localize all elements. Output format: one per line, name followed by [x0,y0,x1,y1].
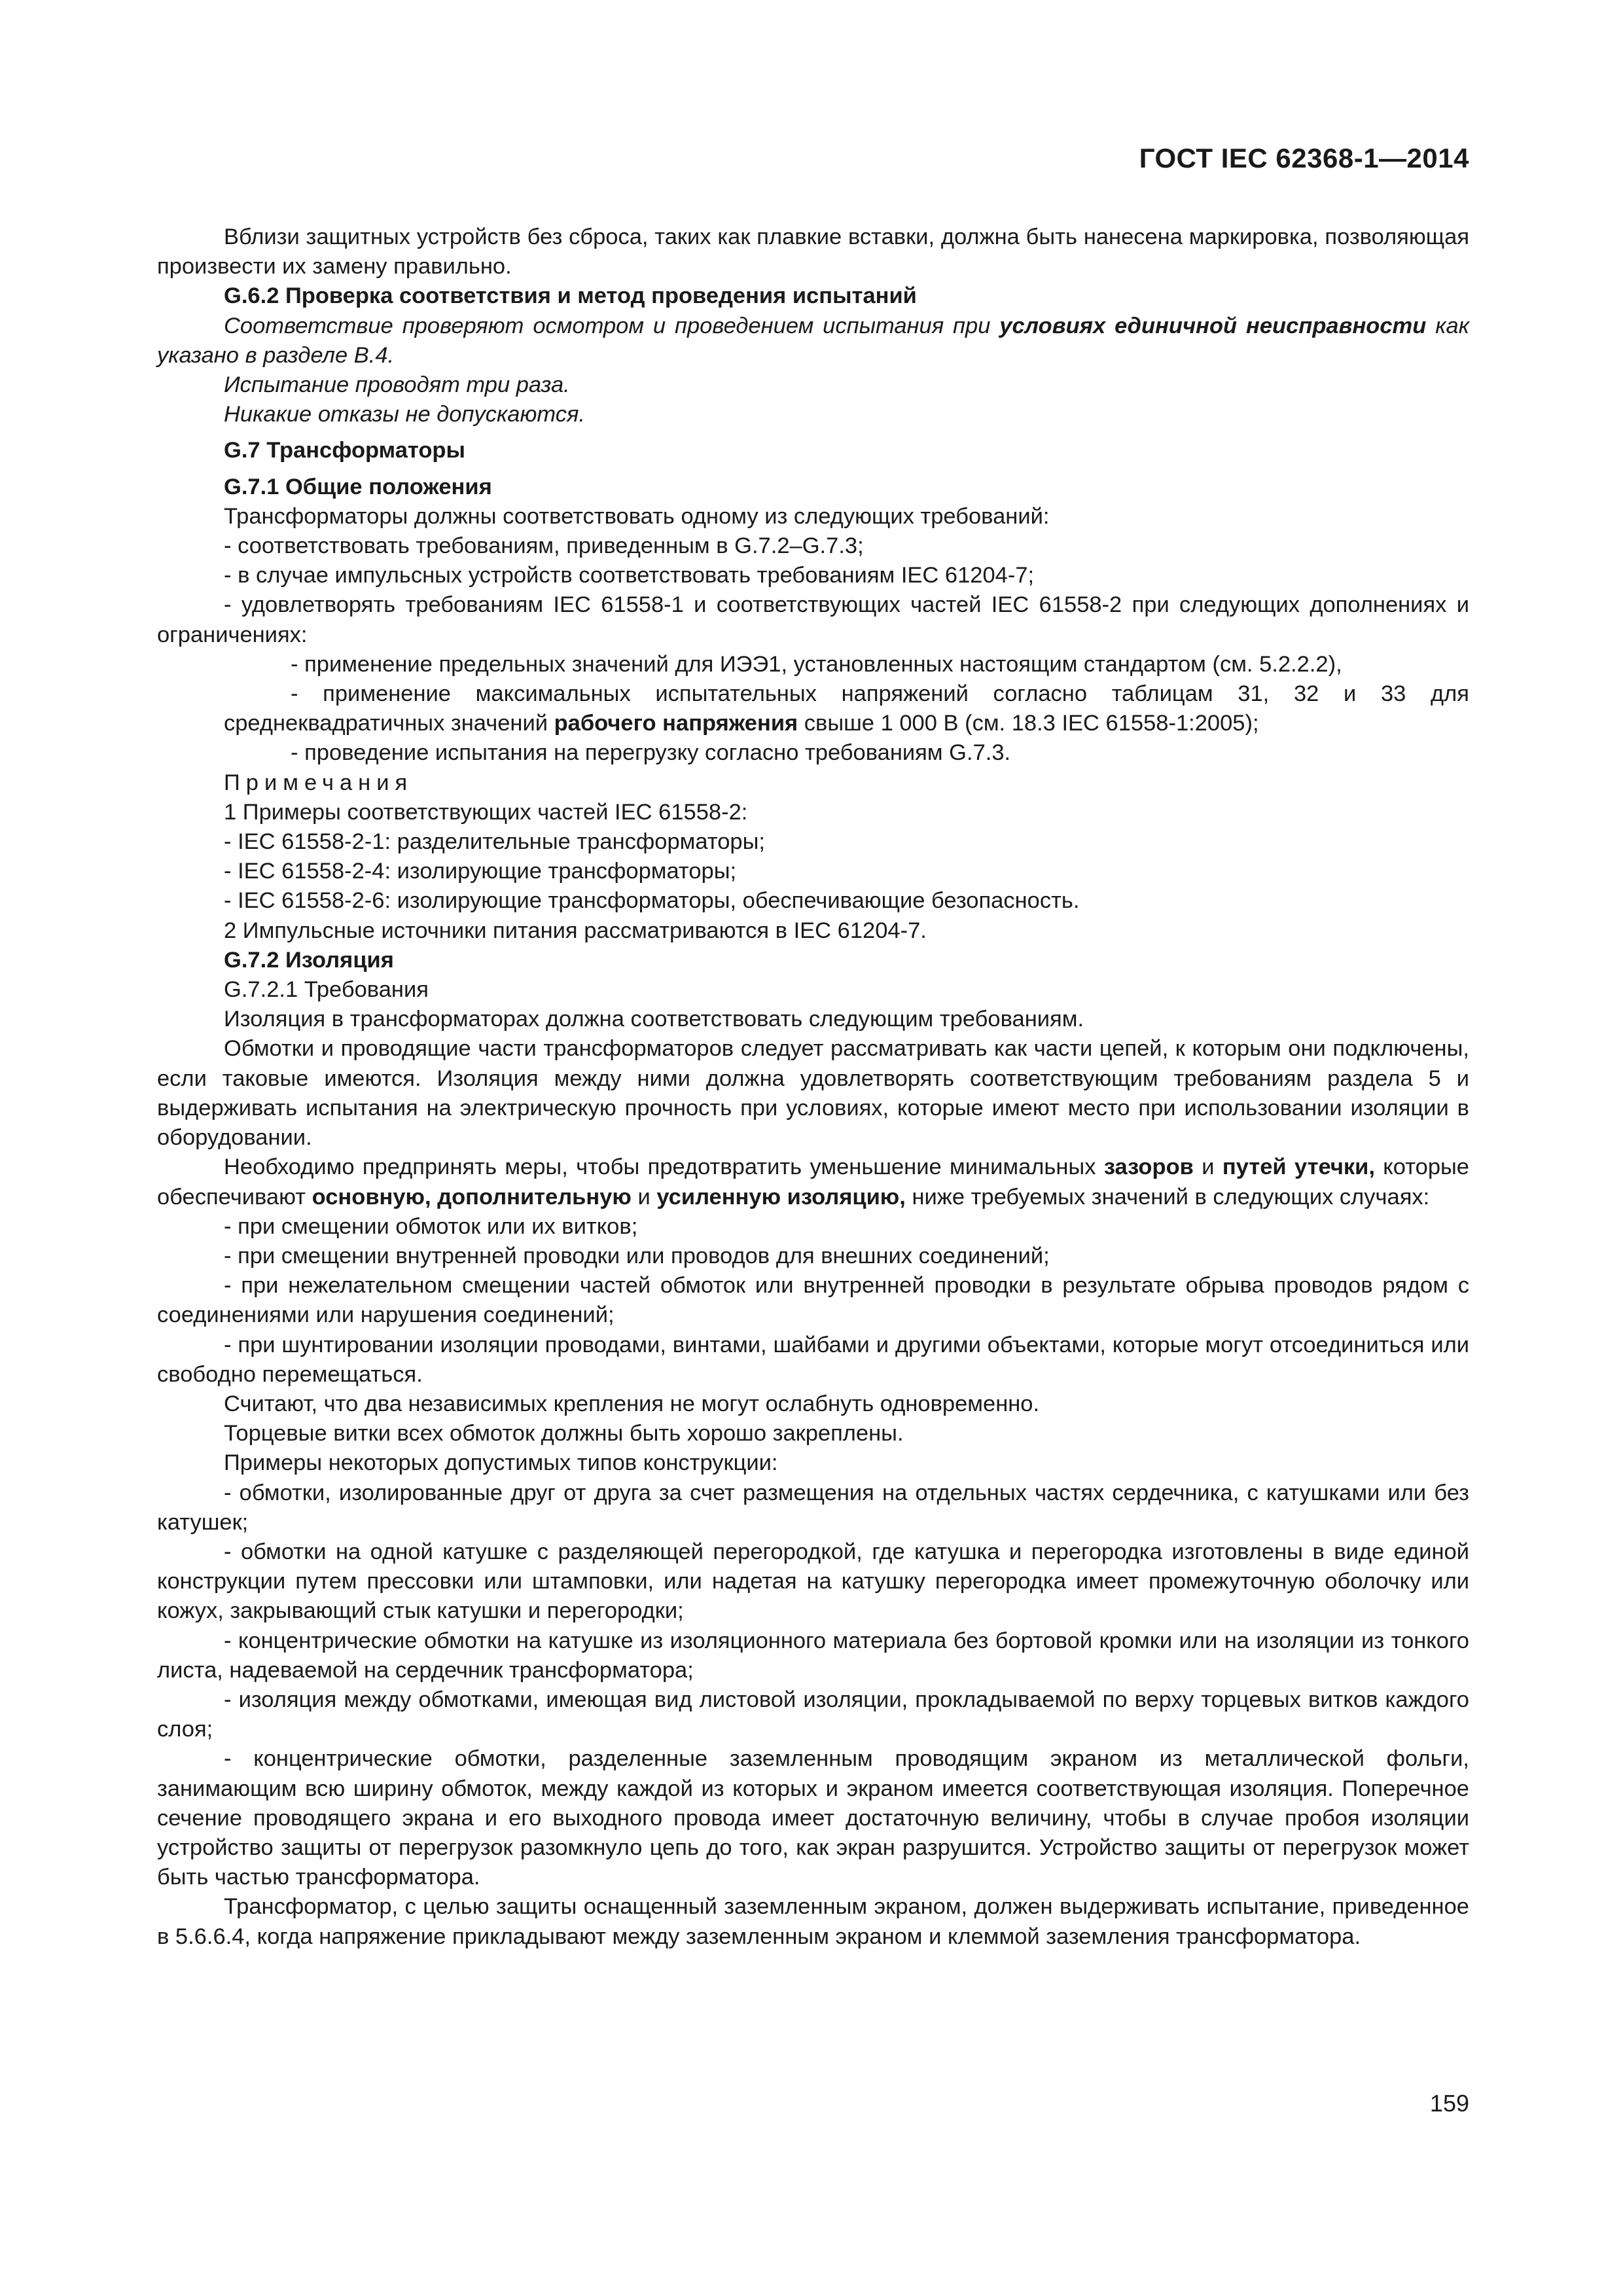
term: рабочего напряжения [554,711,798,736]
paragraph: Обмотки и проводящие части трансформаторов следует рассматривать как части цепей, к которым они подключены, если таковые имеются. Изоляция между ними должна удовлетворять соответствующим требованиям раздела 5 и выдерживать испытания на электрическую прочность при условиях, которые имеют место при использовании изоляции в оборудовании. [157,1036,1469,1151]
page-number: 159 [1429,2090,1469,2117]
paragraph: Никакие отказы не допускаются. [224,402,586,427]
list-item: - обмотки, изолированные друг от друга за счет размещения на отдельных частях сердечника, с катушками или без катушек; [157,1480,1469,1535]
paragraph: Вблизи защитных устройств без сброса, таких как плавкие вставки, должна быть нанесена маркировка, позволяющая произвести их замену правильно. [157,224,1469,279]
term: условиях единичной неисправности [999,313,1427,338]
sub-list-item: - проведение испытания на перегрузку согласно требованиям G.7.3. [291,740,1011,766]
paragraph: Трансформаторы должны соответствовать одному из следующих требований: [224,503,1050,529]
list-item: - концентрические обмотки, разделенные заземленным проводящим экраном из металлической фольги, занимающим всю ширину обмоток, между каждой из которых и экраном имеется соответствующая изоляция. Поперечное сечение проводящего экрана и его выходного провода имеет достаточную величину, чтобы в случае пробоя изоляции устройство защиты от перегрузок разомкнуло цепь до того, как экран разрушится. Устройство защиты от перегрузок может быть частью трансформатора. [157,1746,1469,1890]
note-item: - IEC 61558-2-6: изолирующие трансформаторы, обеспечивающие безопасность. [224,888,1080,914]
list-item: - при нежелательном смещении частей обмоток или внутренней проводки в результате обрыва проводов рядом с соединениями или нарушения соединений; [157,1273,1469,1328]
document-header: ГОСТ IEC 62368-1—2014 [1139,143,1469,173]
paragraph: Считают, что два независимых крепления не могут ослабнуть одновременно. [224,1391,1040,1416]
section-heading-g7-1: G.7.1 Общие положения [224,474,492,499]
paragraph: Испытание проводят три раза. [224,372,570,398]
document-body [157,223,1469,1952]
list-item: - удовлетворять требованиям IEC 61558-1 и соответствующих частей IEC 61558-2 при следующих дополнениях и ограничениях: [157,592,1469,647]
sub-list-item: - применение предельных значений для ИЭЭ1, установленных настоящим стандартом (см. 5.2.2.2), [291,651,1342,677]
notes-title: Примечания [224,770,414,795]
note-item: - IEC 61558-2-1: разделительные трансформаторы; [224,829,765,855]
list-item: - обмотки на одной катушке с разделяющей перегородкой, где катушка и перегородка изготовлены в виде единой конструкции путем прессовки или штамповки, или надетая на катушку перегородка имеет промежуточную оболочку или кожух, закрывающий стык катушки и перегородки; [157,1539,1469,1624]
section-heading-g7-2: G.7.2 Изоляция [224,947,394,973]
list-item: - при смещении внутренней проводки или проводов для внешних соединений; [224,1243,1050,1268]
note: 2 Импульсные источники питания рассматриваются в IEC 61204-7. [224,918,927,943]
term: усиленную изоляцию, [656,1184,906,1210]
term: основную, дополнительную [312,1184,632,1210]
paragraph: Торцевые витки всех обмоток должны быть хорошо закреплены. [224,1421,904,1446]
paragraph: Трансформатор, с целью защиты оснащенный заземленным экраном, должен выдерживать испытание, приведенное в 5.6.6.4, когда напряжение прикладывают между заземленным экраном и клеммой заземления трансформатора. [157,1894,1469,1949]
list-item: - концентрические обмотки на катушке из изоляционного материала без бортовой кромки или на изоляции из тонкого листа, надеваемой на сердечник трансформатора; [157,1628,1469,1683]
note: 1 Примеры соответствующих частей IEC 61558-2: [224,799,748,825]
list-item: - в случае импульсных устройств соответствовать требованиям IEC 61204-7; [224,563,1035,588]
list-item: - при шунтировании изоляции проводами, винтами, шайбами и другими объектами, которые могут отсоединиться или свободно перемещаться. [157,1332,1469,1387]
note-item: - IEC 61558-2-4: изолирующие трансформаторы; [224,859,737,884]
paragraph: Соответствие проверяют осмотром и проведением испытания при условиях единичной неисправности как указано в разделе B.4. [157,313,1469,368]
sub-list-item: - применение максимальных испытательных напряжений согласно таблицам 31, 32 и 33 для среднеквадратичных значений рабочего напряжения свыше 1 000 В (см. 18.3 IEC 61558-1:2005); [224,681,1469,736]
paragraph: Примеры некоторых допустимых типов конструкции: [224,1450,778,1476]
list-item: - соответствовать требованиям, приведенным в G.7.2–G.7.3; [224,533,864,559]
section-heading-g6-2: G.6.2 Проверка соответствия и метод проведения испытаний [224,283,917,309]
paragraph: Изоляция в трансформаторах должна соответствовать следующим требованиям. [224,1007,1084,1032]
subsection-heading-g7-2-1: G.7.2.1 Требования [224,977,429,1003]
term: зазоров [1103,1155,1194,1180]
paragraph: Необходимо предпринять меры, чтобы предотвратить уменьшение минимальных зазоров и путей утечки, которые обеспечивают основную, дополнительную и усиленную изоляцию, ниже требуемых значений в следующих случаях: [157,1155,1469,1210]
section-heading-g7: G.7 Трансформаторы [224,438,465,463]
list-item: - изоляция между обмотками, имеющая вид листовой изоляции, прокладываемой по верху торцевых витков каждого слоя; [157,1687,1469,1742]
list-item: - при смещении обмоток или их витков; [224,1213,638,1239]
term: путей утечки, [1222,1155,1375,1180]
